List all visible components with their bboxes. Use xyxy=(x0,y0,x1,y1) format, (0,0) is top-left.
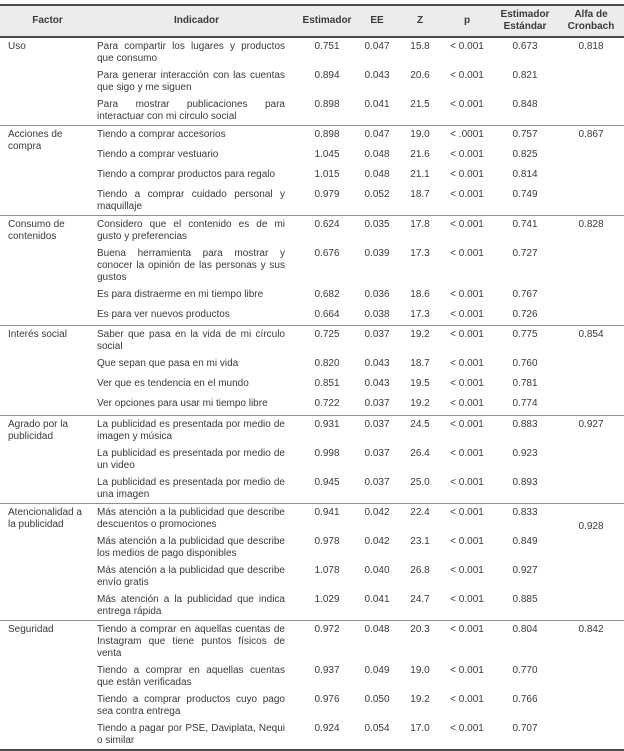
p-cell: < .0001 xyxy=(442,126,492,146)
indicador-cell: Tiendo a comprar cuidado personal y maquillaje xyxy=(97,188,285,212)
estimador-cell: 1.078 xyxy=(314,564,340,576)
ee-cell: 0.040 xyxy=(364,564,390,576)
z-cell: 26.8 xyxy=(410,564,430,576)
factor-cell: Acciones de compra xyxy=(0,126,95,216)
est-estandar-cell: 0.927 xyxy=(512,564,538,576)
z-cell: 15.8 xyxy=(398,37,442,67)
p-cell: < 0.001 xyxy=(450,398,484,409)
estimador-cell: 0.998 xyxy=(314,447,340,459)
table-row xyxy=(0,215,624,245)
estimador-cell: 1.029 xyxy=(314,593,340,605)
indicador-cell: Buena herramienta para mostrar y conocer la opinión de las personas y sus gustos xyxy=(97,247,285,283)
ee-cell: 0.039 xyxy=(364,247,390,259)
ee-cell: 0.035 xyxy=(356,215,398,245)
indicador-cell: Tiendo a comprar en aquellas cuentas de Instagram que tiene puntos físicos de venta xyxy=(95,620,298,662)
p-cell: < 0.001 xyxy=(450,247,484,259)
table-row xyxy=(0,620,624,662)
z-cell: 19.2 xyxy=(410,398,430,409)
z-cell: 19.2 xyxy=(398,326,442,356)
factor-analysis-table xyxy=(0,4,624,751)
est-estandar-cell: 0.923 xyxy=(512,447,538,459)
p-cell: < 0.001 xyxy=(450,308,484,320)
p-cell: < 0.001 xyxy=(442,620,492,662)
p-cell: < 0.001 xyxy=(450,476,484,488)
ee-cell: 0.041 xyxy=(364,593,390,605)
estimador-cell: 0.898 xyxy=(298,126,356,146)
estimador-cell: 0.664 xyxy=(314,308,340,320)
alfa-cronbach-cell: 0.928 xyxy=(558,503,624,620)
ee-cell: 0.054 xyxy=(364,722,390,734)
p-cell: < 0.001 xyxy=(442,37,492,67)
p-cell: < 0.001 xyxy=(450,288,484,300)
z-cell: 19.0 xyxy=(398,126,442,146)
estimador-cell: 0.972 xyxy=(298,620,356,662)
ee-cell: 0.041 xyxy=(364,99,390,110)
indicador-cell: Es para ver nuevos productos xyxy=(97,308,230,320)
estimador-cell: 0.851 xyxy=(314,378,340,389)
z-cell: 17.0 xyxy=(410,722,430,734)
z-cell: 18.6 xyxy=(410,288,430,300)
estimador-cell: 0.898 xyxy=(314,99,340,110)
p-cell: < 0.001 xyxy=(442,215,492,245)
ee-cell: 0.037 xyxy=(356,326,398,356)
estimador-cell: 0.976 xyxy=(314,693,340,705)
table-row xyxy=(0,503,624,533)
indicador-cell: Tiendo a comprar accesorios xyxy=(95,126,298,146)
factor-cell: Interés social xyxy=(0,326,95,416)
p-cell: < 0.001 xyxy=(442,503,492,533)
indicador-cell: Tiendo a comprar productos cuyo pago sea contra entrega xyxy=(97,693,285,717)
column-header-ee: EE xyxy=(356,5,398,37)
p-cell: < 0.001 xyxy=(442,415,492,445)
est-estandar-cell: 0.849 xyxy=(512,535,538,547)
z-cell: 21.6 xyxy=(410,148,430,160)
p-cell: < 0.001 xyxy=(450,378,484,389)
est-estandar-cell: 0.673 xyxy=(492,37,558,67)
est-estandar-cell: 0.749 xyxy=(512,188,538,200)
ee-cell: 0.036 xyxy=(364,288,390,300)
z-cell: 24.7 xyxy=(410,593,430,605)
p-cell: < 0.001 xyxy=(450,70,484,81)
z-cell: 21.1 xyxy=(410,168,430,180)
p-cell: < 0.001 xyxy=(442,326,492,356)
estimador-cell: 0.894 xyxy=(314,70,340,81)
ee-cell: 0.043 xyxy=(364,70,390,81)
column-header-estimador: Estimador xyxy=(298,5,356,37)
column-header-est_estandar: Estimador Estándar xyxy=(492,5,558,37)
p-cell: < 0.001 xyxy=(450,358,484,369)
factor-cell: Seguridad xyxy=(0,620,95,750)
table-row xyxy=(0,37,624,67)
estimador-cell: 0.676 xyxy=(314,247,340,259)
ee-cell: 0.042 xyxy=(364,535,390,547)
z-cell: 25.0 xyxy=(410,476,430,488)
estimador-cell: 0.979 xyxy=(314,188,340,200)
p-cell: < 0.001 xyxy=(450,168,484,180)
table-header-row xyxy=(0,5,624,37)
indicador-cell: La publicidad es presentada por medio de un video xyxy=(97,447,285,471)
ee-cell: 0.042 xyxy=(356,503,398,533)
indicador-cell: Tiendo a pagar por PSE, Daviplata, Nequi o similar xyxy=(97,722,285,746)
p-cell: < 0.001 xyxy=(450,722,484,734)
table-row xyxy=(0,415,624,445)
ee-cell: 0.043 xyxy=(364,358,390,369)
estimador-cell: 0.924 xyxy=(314,722,340,734)
indicador-cell: Tiendo a comprar productos para regalo xyxy=(97,168,276,180)
table-row xyxy=(0,126,624,146)
est-estandar-cell: 0.707 xyxy=(512,722,538,734)
est-estandar-cell: 0.825 xyxy=(512,148,538,160)
est-estandar-cell: 0.727 xyxy=(512,247,538,259)
indicador-cell: Saber que pasa en la vida de mi círculo social xyxy=(95,326,298,356)
table-head xyxy=(0,5,624,37)
ee-cell: 0.048 xyxy=(356,620,398,662)
indicador-cell: Ver que es tendencia en el mundo xyxy=(97,378,249,389)
alfa-cronbach-cell: 0.818 xyxy=(558,37,624,126)
ee-cell: 0.047 xyxy=(356,126,398,146)
indicador-cell: Para mostrar publicaciones para interactuar con mi circulo social xyxy=(97,99,285,122)
z-cell: 22.4 xyxy=(398,503,442,533)
z-cell: 23.1 xyxy=(410,535,430,547)
p-cell: < 0.001 xyxy=(450,447,484,459)
indicador-cell: Tiendo a comprar en aquellas cuentas que están verificadas xyxy=(97,664,285,688)
z-cell: 26.4 xyxy=(410,447,430,459)
p-cell: < 0.001 xyxy=(450,693,484,705)
z-cell: 19.0 xyxy=(410,664,430,676)
est-estandar-cell: 0.760 xyxy=(512,358,538,369)
table-body xyxy=(0,37,624,750)
factor-cell: Uso xyxy=(0,37,95,126)
factor-cell: Atencionalidad a la publicidad xyxy=(0,503,95,620)
p-cell: < 0.001 xyxy=(450,148,484,160)
column-header-factor: Factor xyxy=(0,5,95,37)
z-cell: 21.5 xyxy=(410,99,430,110)
est-estandar-cell: 0.821 xyxy=(512,70,538,81)
ee-cell: 0.048 xyxy=(364,168,390,180)
indicador-cell: Más atención a la publicidad que describe descuentos o promociones xyxy=(95,503,298,533)
column-header-indicador: Indicador xyxy=(95,5,298,37)
ee-cell: 0.037 xyxy=(364,476,390,488)
p-cell: < 0.001 xyxy=(450,99,484,110)
z-cell: 19.2 xyxy=(410,693,430,705)
indicador-cell: Para compartir los lugares y productos que consumo xyxy=(95,37,298,67)
p-cell: < 0.001 xyxy=(450,564,484,576)
est-estandar-cell: 0.883 xyxy=(492,415,558,445)
est-estandar-cell: 0.885 xyxy=(512,593,538,605)
z-cell: 18.7 xyxy=(410,358,430,369)
z-cell: 17.8 xyxy=(398,215,442,245)
ee-cell: 0.050 xyxy=(364,693,390,705)
est-estandar-cell: 0.757 xyxy=(492,126,558,146)
estimador-cell: 0.945 xyxy=(314,476,340,488)
estimador-cell: 0.751 xyxy=(298,37,356,67)
alfa-cronbach-cell: 0.854 xyxy=(558,326,624,416)
alfa-cronbach-cell: 0.927 xyxy=(558,415,624,503)
ee-cell: 0.037 xyxy=(364,398,390,409)
alfa-cronbach-cell: 0.867 xyxy=(558,126,624,216)
indicador-cell: Considero que el contenido es de mi gusto y preferencias xyxy=(95,215,298,245)
est-estandar-cell: 0.848 xyxy=(512,99,538,110)
p-cell: < 0.001 xyxy=(450,664,484,676)
ee-cell: 0.048 xyxy=(364,148,390,160)
ee-cell: 0.037 xyxy=(364,447,390,459)
column-header-p: p xyxy=(442,5,492,37)
est-estandar-cell: 0.814 xyxy=(512,168,538,180)
indicador-cell: La publicidad es presentada por medio de imagen y música xyxy=(95,415,298,445)
ee-cell: 0.038 xyxy=(364,308,390,320)
p-cell: < 0.001 xyxy=(450,188,484,200)
est-estandar-cell: 0.893 xyxy=(512,476,538,488)
p-cell: < 0.001 xyxy=(450,593,484,605)
factor-cell: Consumo de contenidos xyxy=(0,215,95,326)
est-estandar-cell: 0.726 xyxy=(512,308,538,320)
est-estandar-cell: 0.741 xyxy=(492,215,558,245)
indicador-cell: Ver opciones para usar mi tiempo libre xyxy=(97,398,268,409)
est-estandar-cell: 0.833 xyxy=(492,503,558,533)
factor-cell: Agrado por la publicidad xyxy=(0,415,95,503)
estimador-cell: 1.015 xyxy=(314,168,340,180)
ee-cell: 0.052 xyxy=(364,188,390,200)
z-cell: 17.3 xyxy=(410,308,430,320)
est-estandar-cell: 0.774 xyxy=(512,398,538,409)
indicador-cell: Es para distraerme en mi tiempo libre xyxy=(97,288,264,300)
indicador-cell: La publicidad es presentada por medio de una imagen xyxy=(97,476,285,500)
z-cell: 18.7 xyxy=(410,188,430,200)
indicador-cell: Para generar interacción con las cuentas que sigo y me siguen xyxy=(97,70,285,93)
estimador-cell: 1.045 xyxy=(314,148,340,160)
alfa-cronbach-cell: 0.828 xyxy=(558,215,624,326)
column-header-z: Z xyxy=(398,5,442,37)
indicador-cell: Que sepan que pasa en mi vida xyxy=(97,358,239,369)
estimador-cell: 0.682 xyxy=(314,288,340,300)
estimador-cell: 0.931 xyxy=(298,415,356,445)
est-estandar-cell: 0.767 xyxy=(512,288,538,300)
estimador-cell: 0.624 xyxy=(298,215,356,245)
z-cell: 24.5 xyxy=(398,415,442,445)
indicador-cell: Más atención a la publicidad que describe los medios de pago disponibles xyxy=(97,535,285,559)
est-estandar-cell: 0.766 xyxy=(512,693,538,705)
p-cell: < 0.001 xyxy=(450,535,484,547)
est-estandar-cell: 0.775 xyxy=(492,326,558,356)
ee-cell: 0.047 xyxy=(356,37,398,67)
est-estandar-cell: 0.781 xyxy=(512,378,538,389)
z-cell: 17.3 xyxy=(410,247,430,259)
estimador-cell: 0.941 xyxy=(298,503,356,533)
ee-cell: 0.043 xyxy=(364,378,390,389)
alfa-cronbach-cell: 0.842 xyxy=(558,620,624,750)
ee-cell: 0.049 xyxy=(364,664,390,676)
estimador-cell: 0.937 xyxy=(314,664,340,676)
indicador-cell: Más atención a la publicidad que indica entrega rápida xyxy=(97,593,285,617)
est-estandar-cell: 0.770 xyxy=(512,664,538,676)
indicador-cell: Tiendo a comprar vestuario xyxy=(97,148,219,160)
estimador-cell: 0.722 xyxy=(314,398,340,409)
estimador-cell: 0.820 xyxy=(314,358,340,369)
estimador-cell: 0.725 xyxy=(298,326,356,356)
z-cell: 20.6 xyxy=(410,70,430,81)
table-row xyxy=(0,326,624,356)
z-cell: 20.3 xyxy=(398,620,442,662)
z-cell: 19.5 xyxy=(410,378,430,389)
column-header-alfa: Alfa de Cronbach xyxy=(558,5,624,37)
indicador-cell: Más atención a la publicidad que describe envío gratis xyxy=(97,564,285,588)
estimador-cell: 0.978 xyxy=(314,535,340,547)
est-estandar-cell: 0.804 xyxy=(492,620,558,662)
ee-cell: 0.037 xyxy=(356,415,398,445)
